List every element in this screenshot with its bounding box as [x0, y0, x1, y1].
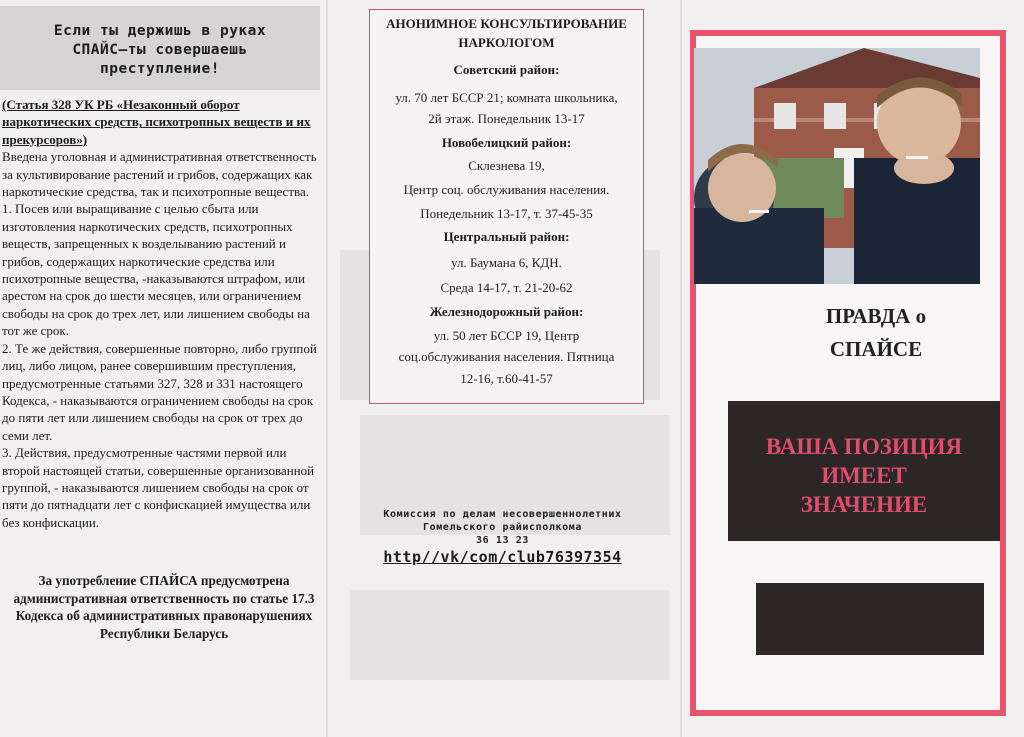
- law-text: [2, 96, 324, 531]
- dark-block: [756, 583, 984, 655]
- district-name: Железнодорожный район:: [429, 303, 584, 319]
- district-line: соц.обслуживания населения. Пятница: [398, 349, 615, 365]
- district-block: [370, 59, 643, 130]
- slogan-line: ВАША ПОЗИЦИЯ: [765, 434, 963, 459]
- commission-info: [330, 508, 675, 547]
- district-line: ул. Баумана 6, КДН.: [451, 254, 562, 270]
- title-line: СПАЙСЕ: [829, 337, 923, 361]
- district-name: Советский район:: [453, 62, 560, 77]
- left-panel: [0, 0, 328, 737]
- district-name: Центральный район:: [443, 229, 570, 245]
- commission-line: Комиссия по делам несовершеннолетних: [383, 509, 622, 520]
- right-panel: [686, 0, 1024, 737]
- district-line: 2й этаж. Понедельник 13-17: [428, 111, 585, 127]
- header-line: СПАЙС—ты совершаешь: [72, 42, 248, 58]
- title-line: ПРАВДА о: [825, 304, 927, 328]
- photo-illustration: [694, 48, 980, 284]
- district-line: Центр соц. обслуживания населения.: [403, 181, 610, 197]
- district-line: 12-16, т.60-41-57: [460, 370, 553, 386]
- district-line: Среда 14-17, т. 21-20-62: [440, 280, 573, 296]
- photo-boys-smoking: [694, 48, 980, 284]
- consultation-title: АНОНИМНОЕ КОНСУЛЬТИРОВАНИЕ НАРКОЛОГОМ: [386, 16, 627, 50]
- commission-phone: 36 13 23: [476, 535, 529, 546]
- middle-panel: [330, 0, 675, 737]
- district-block: [370, 226, 643, 299]
- commission-line: Гомельского райисполкома: [423, 522, 582, 533]
- district-block: [370, 301, 643, 389]
- district-line: ул. 70 лет БССР 21; комната школьника,: [395, 89, 618, 105]
- vk-link[interactable]: http//vk/com/club76397354: [383, 548, 622, 566]
- slogan-text: [728, 432, 1000, 519]
- district-block: [370, 132, 643, 224]
- district-line: Склезнева 19,: [468, 158, 545, 174]
- district-name: Новобелицкий район:: [441, 134, 572, 150]
- brochure-title: [756, 300, 996, 366]
- law-point-1: 1. Посев или выращивание с целью сбыта или изготовления наркотических средств, психотропных веществ, запрещенных к возделыванию растений и грибов, содержащих наркотические средства или психотропные вещества, -наказываются штрафом, или арестом на срок до шести месяцев, или ограничением свободы на срок до трех лет, или лишением свободы на тот же срок.: [2, 201, 310, 339]
- law-intro: Введена уголовная и административная ответственность за культивирование растений и грибов, содержащих как наркотические средства, так и психотропные вещества.: [2, 149, 317, 200]
- header-line: Если ты держишь в руках: [53, 23, 267, 39]
- district-line: ул. 50 лет БССР 19, Центр: [433, 327, 580, 343]
- law-title: (Статья 328 УК РБ «Незаконный оборот наркотических средств, психотропных веществ и их прекурсоров»): [2, 97, 311, 147]
- header-line: преступление!: [100, 61, 220, 77]
- district-line: Понедельник 13-17, т. 37-45-35: [420, 205, 593, 221]
- law-point-2: 2. Те же действия, совершенные повторно, либо группой лиц, либо лицом, ранее совершившим преступления, предусмотренные статьями 327, 328 и 331 настоящего Кодекса, - наказываются ограничением свободы на срок до пяти лет или лишением свободы на срок от трех до семи лет.: [2, 340, 317, 443]
- slogan-line: ЗНАЧЕНИЕ: [800, 492, 928, 517]
- law-point-3: 3. Действия, предусмотренные частями первой или второй настоящей статьи, совершенные организованной группой, - наказываются лишением свободы на срок от пяти до пятнадцати лет с конфискацией имущества или без конфискации.: [2, 445, 315, 530]
- closing-note: За употребление СПАЙСА предусмотрена административная ответственность по статье 17.3 Кодекса об административных правонарушениях Республики Беларусь: [13, 573, 315, 641]
- warning-header: [0, 22, 320, 79]
- fold-line-right: [680, 0, 682, 737]
- ghost-print-area: [350, 590, 670, 680]
- consultation-box: [369, 9, 644, 404]
- slogan-line: ИМЕЕТ: [821, 463, 907, 488]
